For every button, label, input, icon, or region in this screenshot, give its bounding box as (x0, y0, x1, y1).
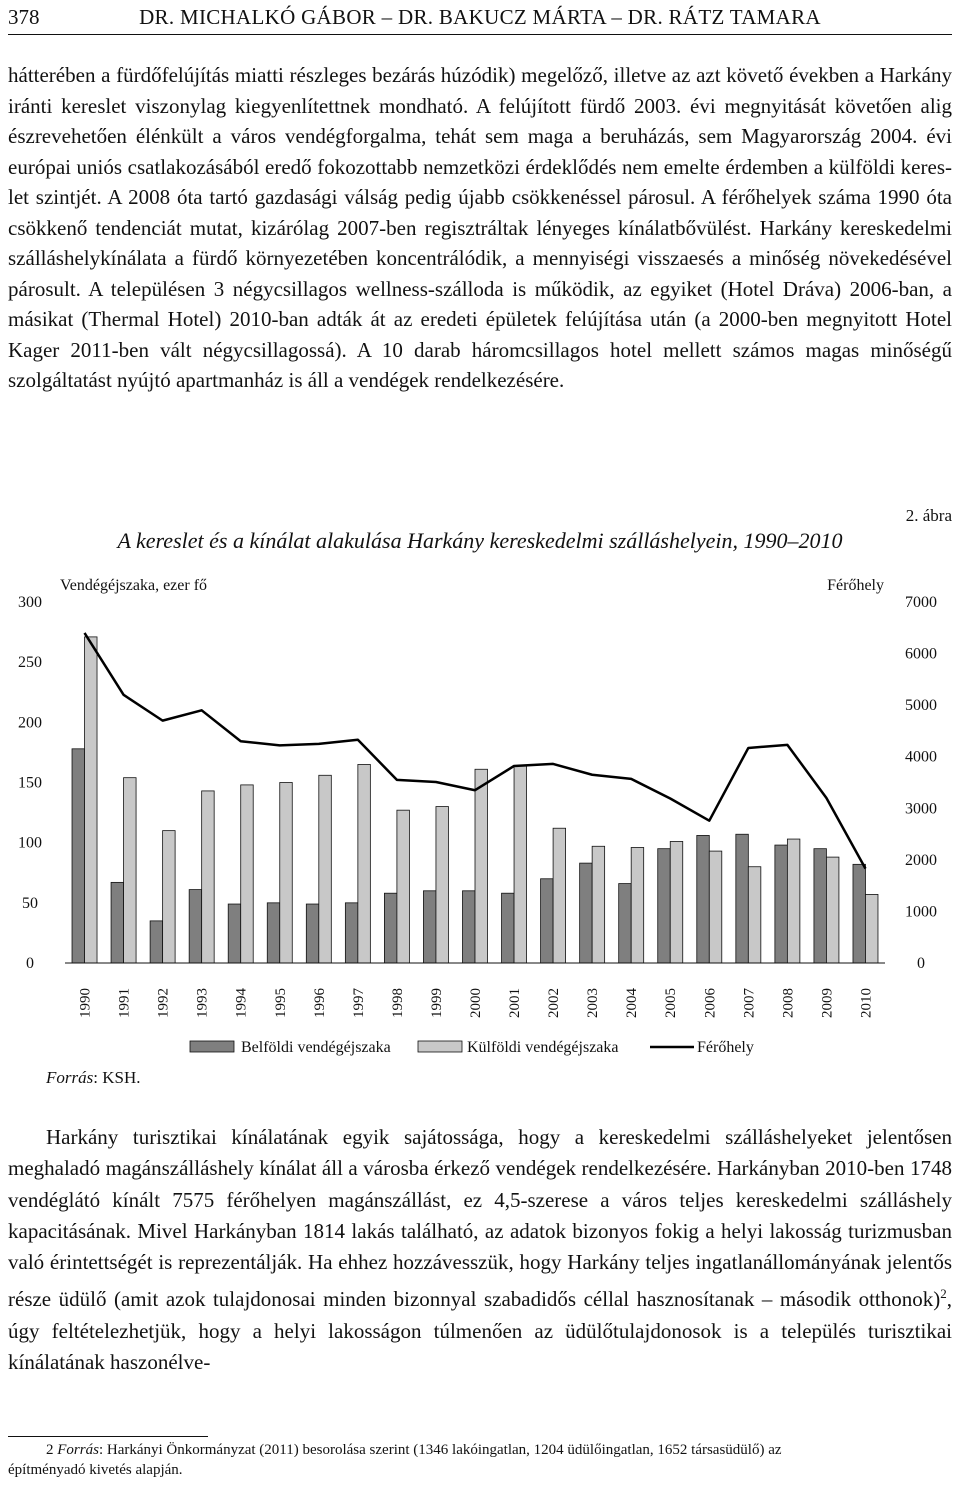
page-header (8, 2, 952, 34)
left-tick-label: 100 (18, 834, 42, 852)
right-tick-label: 5000 (905, 697, 937, 715)
bar-domestic-nights (111, 882, 124, 963)
bar-foreign-nights (709, 851, 722, 963)
bar-foreign-nights (124, 778, 137, 963)
bar-foreign-nights (475, 769, 488, 963)
paragraph-2-end: , úgy feltételezhetjük, hogy a helyi lakosságon túlmenően az üdülőtulajdonosok is a település turisztikai kínálatának haszonélve- (8, 1287, 952, 1375)
left-tick-label: 200 (18, 714, 42, 732)
footnote-text-1: : Harkányi Önkormányzat (2011) besorolása szerint (1346 lakóingatlan, 1204 üdülőingatlan, 1652 társasüdülő) az (98, 1442, 782, 1458)
bar-domestic-nights (384, 893, 397, 963)
bar-domestic-nights (72, 749, 85, 963)
body-paragraph-1: hátterében a fürdőfelújítás miatti részleges bezárás húzódik) megelőző, illetve az azt követő években a Harkány iránti kereslet viszonylag kiegyenlítettnek mondható. A felújított fürdő 2003. évi megnyitását követően alig észrevehetően élénkült a város vendégforgalma, tehát sem maga a beruházás, sem Magyarország 2004. évi európai uniós csatlakozásából eredő fokozottabb nemzetközi érdeklődés nem emelte érdemben a külföldi kereslet szintjét. A 2008 óta tartó gazdasági válság pedig újabb csökkenéssel párosul. A férőhelyek száma 1990 óta csökkenő tendenciát mutat, kizárólag 2007-ben regisztráltak lényeges kínálatbővülést. Harkány kereskedelmi szálláshelykínálata a fürdő környezetében koncentrálódik, a mennyiségi visszaesés a minőség növekedésével párosult. A településen 3 négycsillagos wellness-szálloda is működik, az egyiket (Hotel Dráva) 2006-ban, a másikat (Thermal Hotel) 2010-ban adták át az eredeti épületek felújítása után (a 2000-ben megnyitott Hotel Kager 2011-ben vált négycsillagossá). A 10 darab háromcsillagos hotel mellett számos magas minőségű szolgáltatást nyújtó apartmanház is áll a vendégek rendelkezésére. (8, 63, 952, 392)
footnote-number: 2 (46, 1442, 54, 1458)
x-tick-label: 1995 (272, 988, 289, 1018)
bar-domestic-nights (423, 891, 436, 963)
left-tick-label: 150 (18, 774, 42, 792)
bar-domestic-nights (189, 890, 202, 963)
x-tick-label: 1990 (77, 988, 94, 1018)
bar-foreign-nights (865, 894, 878, 963)
footnote-ref[interactable]: 2 (940, 1286, 947, 1302)
body-paragraph-2 (8, 1122, 952, 1378)
bar-foreign-nights (85, 637, 98, 963)
x-tick-label: 2006 (702, 988, 719, 1018)
x-tick-label: 2001 (507, 988, 524, 1018)
right-tick-label: 3000 (905, 800, 937, 818)
bar-domestic-nights (228, 904, 241, 963)
x-tick-label: 1999 (428, 988, 445, 1018)
bar-foreign-nights (280, 783, 293, 964)
x-tick-label: 2000 (468, 988, 484, 1018)
bar-foreign-nights (826, 857, 839, 963)
bar-domestic-nights (658, 849, 671, 963)
figure-source (46, 1068, 140, 1088)
x-tick-label: 2010 (858, 988, 875, 1018)
x-tick-label: 2009 (819, 988, 836, 1018)
bar-domestic-nights (814, 849, 827, 963)
x-tick-label: 2004 (624, 988, 641, 1018)
bar-foreign-nights (748, 867, 761, 963)
x-tick-label: 1998 (389, 988, 406, 1018)
bar-foreign-nights (553, 828, 566, 963)
x-tick-label: 1991 (116, 988, 133, 1018)
x-tick-label: 1996 (311, 988, 328, 1018)
right-axis-title: Férőhely (827, 577, 884, 594)
bar-domestic-nights (463, 891, 476, 963)
bar-foreign-nights (592, 846, 605, 963)
legend-label-domestic: Belföldi vendégéjszaka (241, 1039, 391, 1056)
bar-foreign-nights (241, 785, 254, 963)
bar-foreign-nights (163, 831, 176, 963)
bar-domestic-nights (150, 921, 163, 963)
bar-foreign-nights (631, 847, 644, 963)
bar-foreign-nights (319, 775, 332, 963)
bar-domestic-nights (580, 863, 593, 963)
bar-domestic-nights (853, 864, 866, 963)
bar-foreign-nights (514, 766, 527, 963)
left-tick-label: 300 (18, 594, 42, 611)
right-tick-label: 4000 (905, 748, 937, 766)
x-tick-label: 1992 (155, 988, 172, 1018)
left-tick-label: 0 (26, 955, 34, 972)
combo-bar-line-chart (0, 560, 960, 1065)
bar-foreign-nights (202, 791, 215, 963)
right-tick-label: 6000 (905, 645, 937, 663)
footnote-rule (8, 1436, 208, 1437)
figure-title: A kereslet és a kínálat alakulása Harkány kereskedelmi szálláshelyein, 1990–2010 (117, 528, 843, 553)
bar-domestic-nights (541, 879, 554, 963)
figure-label: 2. ábra (905, 506, 952, 525)
legend-swatch-domestic (190, 1041, 234, 1052)
bar-foreign-nights (358, 764, 371, 963)
bar-foreign-nights (397, 810, 410, 963)
running-head-authors: DR. MICHALKÓ GÁBOR – DR. BAKUCZ MÁRTA – DR. RÁTZ TAMARA (139, 5, 821, 29)
source-label: Forrás (46, 1068, 94, 1087)
left-axis-title: Vendégéjszaka, ezer fő (60, 577, 208, 594)
bar-foreign-nights (436, 807, 449, 963)
bar-foreign-nights (787, 839, 800, 963)
paragraph-2-text: Harkány turisztikai kínálatának egyik sajátossága, hogy a kereskedelmi szálláshelyeket jelentősen meghaladó magánszálláshely kínálat áll a városba érkező vendégek rendelkezésére. Harkányban 2010-ben 1748 vendéglátó kínált 7575 férőhelyen magánszállást, ez 4,5-szerese a város teljes kereskedelmi szálláshely kapacitásának. Mivel Harkányban 1814 lakás található, az adatok bizonyos fokig a helyi lakosság turizmusban való érintettségét is reprezentálják. Ha ehhez hozzávesszük, hogy Harkány teljes ingatlanállományának jelentős része üdülő (amit azok tulajdonosai minden bizonnyal szabadidős céllal hasznosítanak – második otthonok) (8, 1125, 952, 1312)
bar-domestic-nights (736, 834, 749, 963)
left-tick-label: 250 (18, 654, 42, 672)
footnote (8, 1440, 952, 1480)
source-text: : KSH. (93, 1068, 141, 1087)
legend-label-foreign: Külföldi vendégéjszaka (467, 1039, 619, 1056)
bar-domestic-nights (502, 893, 515, 963)
x-tick-label: 1997 (350, 988, 367, 1018)
left-tick-label: 50 (22, 894, 38, 912)
x-tick-label: 2007 (741, 988, 758, 1018)
x-tick-label: 1993 (194, 988, 211, 1018)
bar-domestic-nights (697, 835, 710, 963)
footnote-text-2: építményadó kivetés alapján. (8, 1462, 183, 1478)
bar-domestic-nights (775, 845, 788, 963)
x-tick-label: 2008 (780, 988, 797, 1018)
x-tick-label: 2002 (546, 988, 563, 1018)
legend-swatch-foreign (418, 1041, 462, 1052)
right-tick-label: 1000 (905, 903, 937, 921)
footnote-source-label: Forrás (57, 1442, 99, 1458)
header-rule (8, 34, 952, 35)
page-number: 378 (8, 5, 40, 29)
bar-domestic-nights (306, 904, 319, 963)
x-tick-label: 1994 (233, 988, 250, 1018)
bar-domestic-nights (619, 884, 632, 963)
legend-label-capacity: Férőhely (697, 1039, 754, 1056)
right-tick-label: 0 (917, 955, 925, 972)
bar-domestic-nights (267, 903, 280, 963)
x-tick-label: 2003 (585, 988, 602, 1018)
right-tick-label: 2000 (905, 851, 937, 869)
bar-foreign-nights (670, 841, 683, 963)
x-tick-label: 2005 (663, 988, 680, 1018)
bar-domestic-nights (345, 903, 358, 963)
right-tick-label: 7000 (905, 594, 937, 611)
